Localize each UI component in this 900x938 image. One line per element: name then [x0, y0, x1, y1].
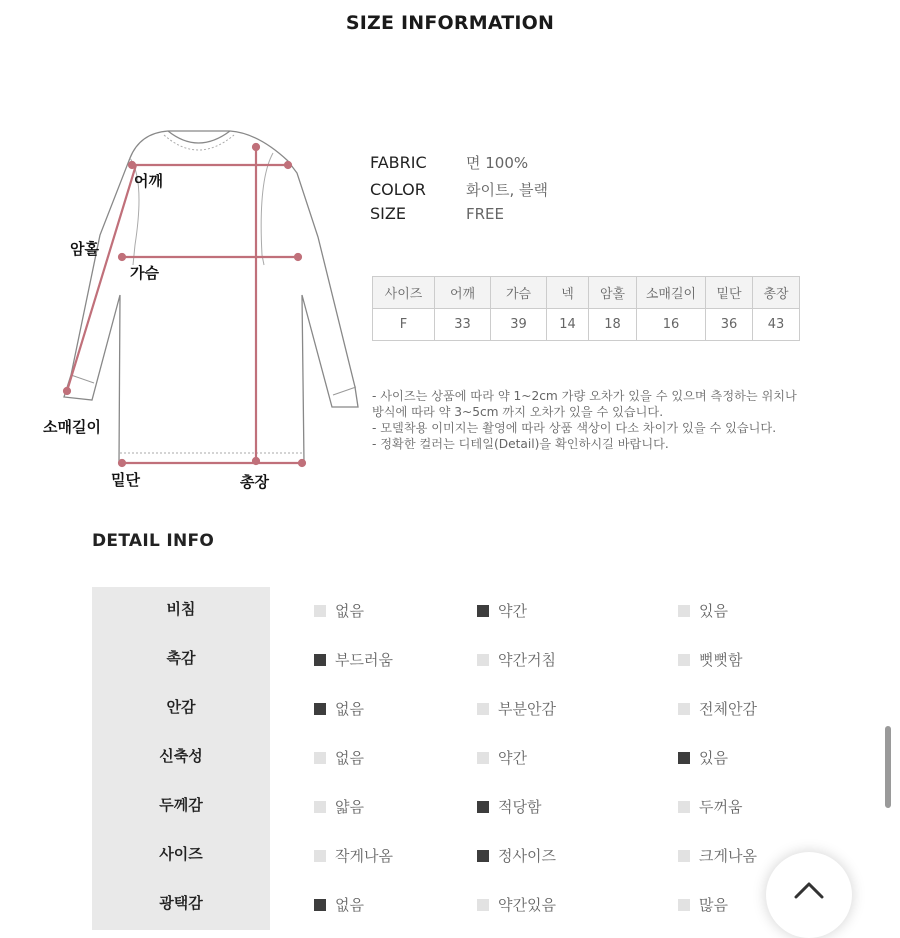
- option-label: 없음: [335, 700, 364, 718]
- checkbox-icon: [314, 605, 326, 617]
- size-table-header: [373, 277, 800, 309]
- scrollbar-thumb[interactable]: [885, 726, 891, 808]
- checkbox-icon: [314, 801, 326, 813]
- detail-option: [314, 747, 364, 768]
- checkbox-checked-icon: [477, 850, 489, 862]
- header-cell: 넥: [547, 277, 589, 309]
- spec-fabric: [370, 152, 528, 173]
- detail-row: [92, 783, 882, 832]
- checkbox-icon: [314, 752, 326, 764]
- detail-option: [678, 698, 757, 719]
- checkbox-icon: [477, 752, 489, 764]
- spec-size: [370, 204, 504, 223]
- detail-label: 신축성: [92, 734, 270, 783]
- detail-title: DETAIL INFO: [92, 531, 215, 551]
- option-label: 적당함: [498, 798, 542, 816]
- table-cell: 33: [435, 309, 491, 341]
- option-label: 약간거침: [498, 651, 556, 669]
- spec-value: FREE: [466, 205, 505, 223]
- table-cell: 18: [589, 309, 637, 341]
- detail-option: [314, 698, 364, 719]
- option-label: 약간있음: [498, 896, 556, 914]
- checkbox-icon: [477, 654, 489, 666]
- detail-option: [678, 894, 728, 915]
- detail-label: 광택감: [92, 881, 270, 930]
- header-cell: 총장: [753, 277, 800, 309]
- option-label: 있음: [699, 602, 728, 620]
- chevron-up-icon: [793, 880, 825, 900]
- note-line: - 모델착용 이미지는 촬영에 따라 상품 색상이 다소 차이가 있을 수 있습니다.: [372, 421, 777, 435]
- checkbox-checked-icon: [314, 703, 326, 715]
- checkbox-checked-icon: [678, 752, 690, 764]
- checkbox-checked-icon: [314, 654, 326, 666]
- note-line: - 정확한 컬러는 디테일(Detail)을 확인하시길 바랍니다.: [372, 437, 669, 451]
- spec-color: [370, 179, 548, 200]
- size-notes: [372, 388, 892, 452]
- checkbox-checked-icon: [477, 605, 489, 617]
- page-title: SIZE INFORMATION: [345, 12, 555, 34]
- option-label: 약간: [498, 602, 527, 620]
- label-armhole: 암홀: [70, 240, 99, 258]
- option-label: 없음: [335, 602, 364, 620]
- garment-diagram: [40, 125, 370, 505]
- checkbox-icon: [477, 703, 489, 715]
- detail-option: [314, 796, 364, 817]
- detail-option: [477, 894, 556, 915]
- garment-illustration: [40, 125, 370, 505]
- detail-option: [678, 796, 742, 817]
- checkbox-icon: [477, 899, 489, 911]
- note-line: 방식에 따라 약 3~5cm 까지 오차가 있을 수 있습니다.: [372, 405, 664, 419]
- spec-value: 화이트, 블랙: [466, 181, 548, 199]
- option-label: 약간: [498, 749, 527, 767]
- checkbox-icon: [678, 605, 690, 617]
- checkbox-icon: [678, 850, 690, 862]
- option-label: 없음: [335, 896, 364, 914]
- table-cell: 14: [547, 309, 589, 341]
- detail-row: [92, 734, 882, 783]
- table-cell: 16: [637, 309, 706, 341]
- option-label: 없음: [335, 749, 364, 767]
- checkbox-icon: [678, 899, 690, 911]
- option-label: 부드러움: [335, 651, 393, 669]
- table-cell: 43: [753, 309, 800, 341]
- spec-value: 면 100%: [466, 154, 529, 172]
- header-cell: 어깨: [435, 277, 491, 309]
- detail-option: [314, 894, 364, 915]
- detail-label: 사이즈: [92, 832, 270, 881]
- header-cell: 소매길이: [637, 277, 706, 309]
- table-cell: 36: [706, 309, 753, 341]
- header-cell: 암홀: [589, 277, 637, 309]
- label-sleeve: 소매길이: [43, 418, 101, 436]
- detail-option: [678, 747, 728, 768]
- detail-row: [92, 881, 882, 930]
- option-label: 크게나옴: [699, 847, 757, 865]
- option-label: 얇음: [335, 798, 364, 816]
- option-label: 뻣뻣함: [699, 651, 743, 669]
- spec-key: FABRIC: [370, 153, 427, 172]
- option-label: 전체안감: [699, 700, 757, 718]
- detail-option: [477, 698, 556, 719]
- detail-option: [678, 649, 742, 670]
- detail-option: [314, 600, 364, 621]
- detail-option: [477, 649, 556, 670]
- scroll-to-top-button[interactable]: [766, 852, 852, 938]
- detail-option: [314, 845, 393, 866]
- option-label: 부분안감: [498, 700, 556, 718]
- header-cell: 가슴: [491, 277, 547, 309]
- table-cell: 39: [491, 309, 547, 341]
- option-label: 있음: [699, 749, 728, 767]
- table-row: [373, 309, 800, 341]
- note-line: - 사이즈는 상품에 따라 약 1~2cm 가량 오차가 있을 수 있으며 측정하는 위치나: [372, 389, 797, 403]
- option-label: 많음: [699, 896, 728, 914]
- label-hem: 밑단: [111, 471, 140, 489]
- spec-key: COLOR: [370, 180, 426, 199]
- detail-label: 두께감: [92, 783, 270, 832]
- detail-option: [678, 600, 728, 621]
- detail-row: [92, 832, 882, 881]
- detail-option: [678, 845, 757, 866]
- checkbox-checked-icon: [314, 899, 326, 911]
- size-table: [372, 276, 800, 341]
- option-label: 두꺼움: [699, 798, 743, 816]
- detail-option: [314, 649, 393, 670]
- detail-label: 촉감: [92, 636, 270, 685]
- detail-row: [92, 587, 882, 636]
- header-cell: 사이즈: [373, 277, 435, 309]
- label-chest: 가슴: [130, 264, 159, 282]
- checkbox-icon: [678, 703, 690, 715]
- detail-option: [477, 796, 541, 817]
- header-cell: 밑단: [706, 277, 753, 309]
- detail-row: [92, 636, 882, 685]
- detail-label: 비침: [92, 587, 270, 636]
- detail-option: [477, 600, 527, 621]
- checkbox-icon: [678, 654, 690, 666]
- checkbox-icon: [314, 850, 326, 862]
- detail-label: 안감: [92, 685, 270, 734]
- option-label: 정사이즈: [498, 847, 556, 865]
- spec-key: SIZE: [370, 204, 406, 223]
- detail-option: [477, 747, 527, 768]
- label-length: 총장: [240, 473, 269, 491]
- label-shoulder: 어깨: [134, 172, 163, 190]
- table-cell: F: [373, 309, 435, 341]
- checkbox-checked-icon: [477, 801, 489, 813]
- option-label: 작게나옴: [335, 847, 393, 865]
- detail-row: [92, 685, 882, 734]
- detail-option: [477, 845, 556, 866]
- checkbox-icon: [678, 801, 690, 813]
